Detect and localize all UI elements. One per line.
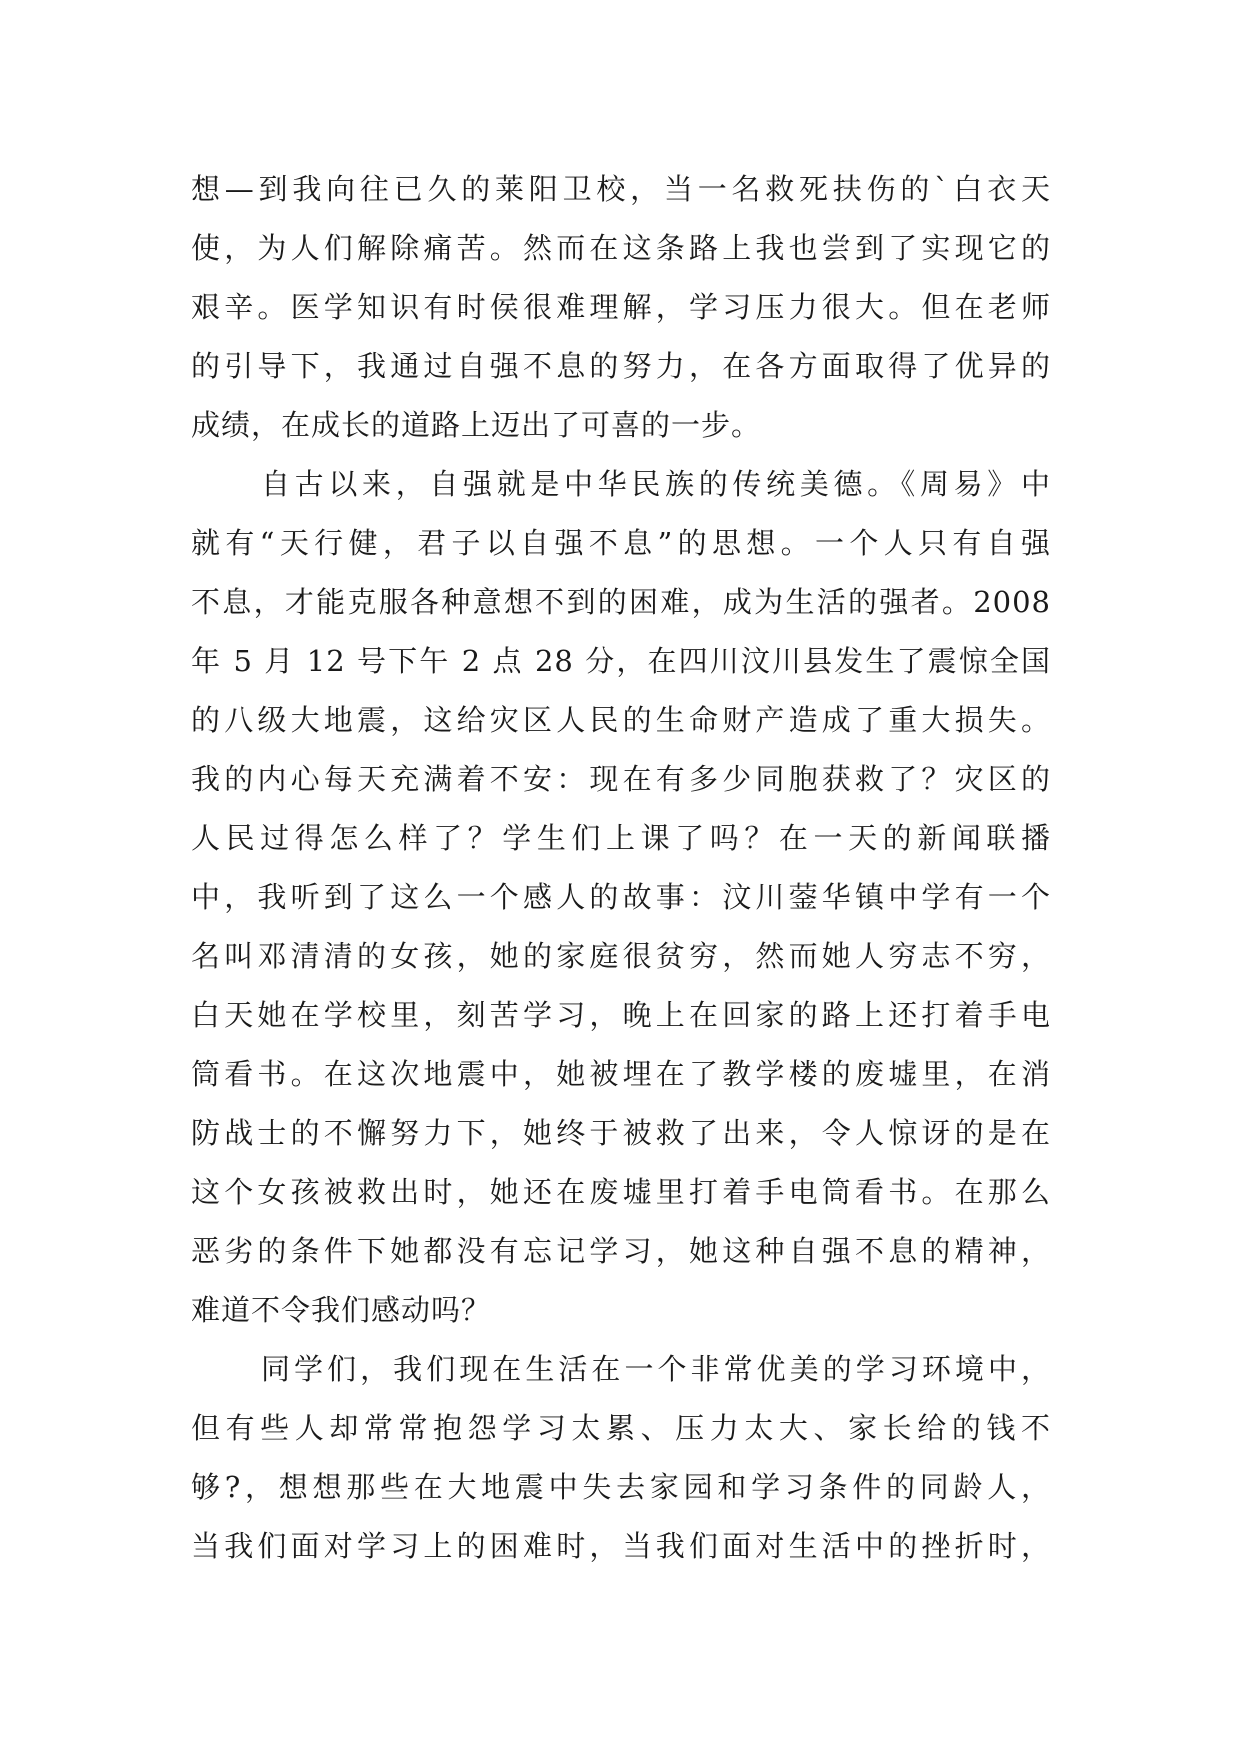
text-line: 够?，想想那些在大地震中失去家园和学习条件的同龄人， <box>191 1470 1051 1504</box>
text-line: 筒看书。在这次地震中，她被埋在了教学楼的废墟里，在消 <box>191 1057 1051 1091</box>
text-line: 难道不令我们感动吗？ <box>191 1293 492 1327</box>
body-text <box>191 160 1051 1576</box>
paragraph-start-line: 同学们，我们现在生活在一个非常优美的学习环境中， <box>261 1352 1051 1386</box>
text-line: 艰辛。医学知识有时侯很难理解，学习压力很大。但在老师 <box>191 290 1051 324</box>
text-line: 年 5 月 12 号下午 2 点 28 分，在四川汶川县发生了震惊全国 <box>191 644 1051 678</box>
text-line: 但有些人却常常抱怨学习太累、压力太大、家长给的钱不 <box>191 1411 1051 1445</box>
text-line: 白天她在学校里，刻苦学习，晚上在回家的路上还打着手电 <box>191 998 1051 1032</box>
text-line: 想—到我向往已久的莱阳卫校，当一名救死扶伤的`白衣天 <box>191 172 1051 206</box>
text-line: 不息，才能克服各种意想不到的困难，成为生活的强者。2008 <box>191 585 1051 619</box>
text-line: 防战士的不懈努力下，她终于被救了出来，令人惊讶的是在 <box>191 1116 1051 1150</box>
text-line: 成绩，在成长的道路上迈出了可喜的一步。 <box>191 408 762 442</box>
text-line: 我的内心每天充满着不安：现在有多少同胞获救了？灾区的 <box>191 762 1051 796</box>
text-line: 这个女孩被救出时，她还在废墟里打着手电筒看书。在那么 <box>191 1175 1051 1209</box>
text-line: 中，我听到了这么一个感人的故事：汶川蓥华镇中学有一个 <box>191 880 1051 914</box>
text-line: 当我们面对学习上的困难时，当我们面对生活中的挫折时， <box>191 1529 1051 1563</box>
text-line: 就有“天行健，君子以自强不息”的思想。一个人只有自强 <box>191 526 1051 560</box>
text-line: 的八级大地震，这给灾区人民的生命财产造成了重大损失。 <box>191 703 1051 737</box>
text-line: 的引导下，我通过自强不息的努力，在各方面取得了优异的 <box>191 349 1051 383</box>
text-line: 恶劣的条件下她都没有忘记学习，她这种自强不息的精神， <box>191 1234 1051 1268</box>
text-line: 名叫邓清清的女孩，她的家庭很贫穷，然而她人穷志不穷， <box>191 939 1051 973</box>
paragraph-start-line: 自古以来，自强就是中华民族的传统美德。《周易》中 <box>261 467 1051 501</box>
text-line: 人民过得怎么样了？学生们上课了吗？在一天的新闻联播 <box>191 821 1051 855</box>
text-line: 使，为人们解除痛苦。然而在这条路上我也尝到了实现它的 <box>191 231 1051 265</box>
